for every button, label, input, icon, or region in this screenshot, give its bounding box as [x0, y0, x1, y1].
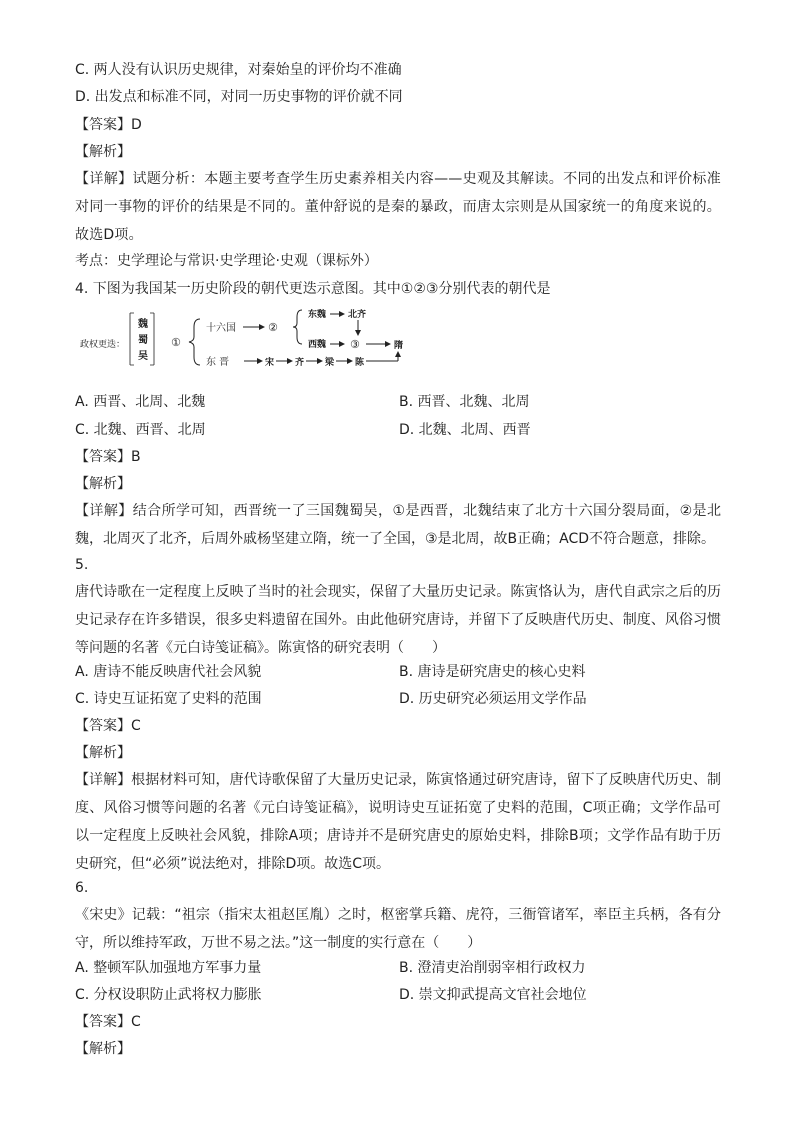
diagram-song: 宋	[265, 358, 275, 368]
diagram-n3: ③	[350, 338, 360, 351]
q4-option-b: B. 西晋、北魏、北周	[399, 394, 530, 410]
diagram-label: 政权更迭：	[80, 340, 126, 350]
diagram-wu: 吴	[138, 351, 148, 362]
dynasty-diagram	[78, 305, 418, 373]
q4-stem: 4. 下图为我国某一历史阶段的朝代更迭示意图。其中①②③分别代表的朝代是	[75, 281, 551, 297]
q5-option-b: B. 唐诗是研究唐史的核心史料	[399, 664, 586, 680]
q6-stem: 《宋史》记载：“祖宗（指宋太祖赵匡胤）之时，枢密掌兵籍、虎符，三衙管诸军，率臣主兵柄，各有分守，所以维持军政，万世不易之法。”这一制度的实行意在（ ）	[75, 907, 721, 951]
q5-option-c: C. 诗史互证拓宽了史料的范围	[75, 691, 262, 707]
q3-kaodian: 考点：史学理论与常识·史学理论·史观（课标外）	[75, 253, 378, 269]
q5-option-a: A. 唐诗不能反映唐代社会风貌	[75, 664, 262, 680]
q5-detail: 【详解】根据材料可知，唐代诗歌保留了大量历史记录，陈寅恪通过研究唐诗，留下了反映唐代历史、制度、风俗习惯等问题的名著《元白诗笺证稿》，说明诗史互证拓宽了史料的范围，C项正确；文学作品可以一定程度上反映社会风貌，排除A项；唐诗并不是研究唐史的原始史料，排除B项；文学作品有助于历史研究，但“必须”说法绝对，排除D项。故选C项。	[75, 772, 721, 872]
q6-option-a: A. 整顿军队加强地方军事力量	[75, 960, 262, 976]
q3-analysis-label: 【解析】	[75, 144, 131, 160]
diagram-chen: 陈	[355, 358, 365, 368]
q6-option-c: C. 分权设职防止武将权力膨胀	[75, 987, 262, 1003]
q4-analysis-label: 【解析】	[75, 476, 131, 492]
diagram-qi: 齐	[295, 358, 305, 368]
q5-analysis-label: 【解析】	[75, 745, 131, 761]
q6-analysis-label: 【解析】	[75, 1041, 131, 1057]
q4-answer: 【答案】B	[75, 449, 141, 465]
q3-detail: 【详解】试题分析：本题主要考查学生历史素养相关内容——史观及其解读。不同的出发点和评价标准对同一事物的评价的结果是不同的。董仲舒说的是秦的暴政，而唐太宗则是从国家统一的角度来说的。故选D项。	[75, 171, 721, 243]
diagram-wei: 魏	[138, 319, 148, 330]
diagram-n2: ②	[268, 321, 278, 334]
q3-option-c: C. 两人没有认识历史规律，对秦始皇的评价均不准确	[75, 62, 402, 78]
diagram-beiqi: 北齐	[348, 310, 367, 320]
diagram-dongjin: 东 晋	[206, 357, 230, 368]
q6-number: 6.	[75, 880, 89, 896]
q4-option-d: D. 北魏、北周、西晋	[399, 422, 531, 438]
q3-option-d: D. 出发点和标准不同，对同一历史事物的评价就不同	[75, 89, 403, 105]
diagram-n1: ①	[171, 336, 181, 349]
diagram-sixteen: 十六国	[206, 323, 236, 334]
q3-answer: 【答案】D	[75, 117, 142, 133]
diagram-liang: 梁	[325, 358, 335, 368]
q5-option-d: D. 历史研究必须运用文学作品	[399, 691, 587, 707]
q5-stem: 唐代诗歌在一定程度上反映了当时的社会现实，保留了大量历史记录。陈寅恪认为，唐代自武宗之后的历史记录存在许多错误，很多史料遗留在国外。由此他研究唐诗，并留下了反映唐代历史、制度、风俗习惯等问题的名著《元白诗笺证稿》。陈寅恪的研究表明（ ）	[75, 584, 721, 656]
q4-option-c: C. 北魏、西晋、北周	[75, 422, 206, 438]
diagram-xiwei: 西魏	[308, 340, 327, 350]
q4-option-a: A. 西晋、北周、北魏	[75, 394, 206, 410]
q4-detail: 【详解】结合所学可知，西晋统一了三国魏蜀吴，①是西晋，北魏结束了北方十六国分裂局面，②是北魏，北周灭了北齐，后周外戚杨坚建立隋，统一了全国，③是北周，故B正确；ACD不符合题意，排除。	[75, 503, 721, 547]
diagram-dongwei: 东魏	[308, 310, 327, 320]
diagram-sui: 隋	[394, 341, 404, 351]
q5-number: 5.	[75, 557, 89, 573]
q6-option-d: D. 崇文抑武提高文官社会地位	[399, 987, 587, 1003]
q6-answer: 【答案】C	[75, 1014, 141, 1030]
diagram-shu: 蜀	[138, 335, 148, 346]
q6-option-b: B. 澄清吏治削弱宰相行政权力	[399, 960, 586, 976]
q5-answer: 【答案】C	[75, 718, 141, 734]
